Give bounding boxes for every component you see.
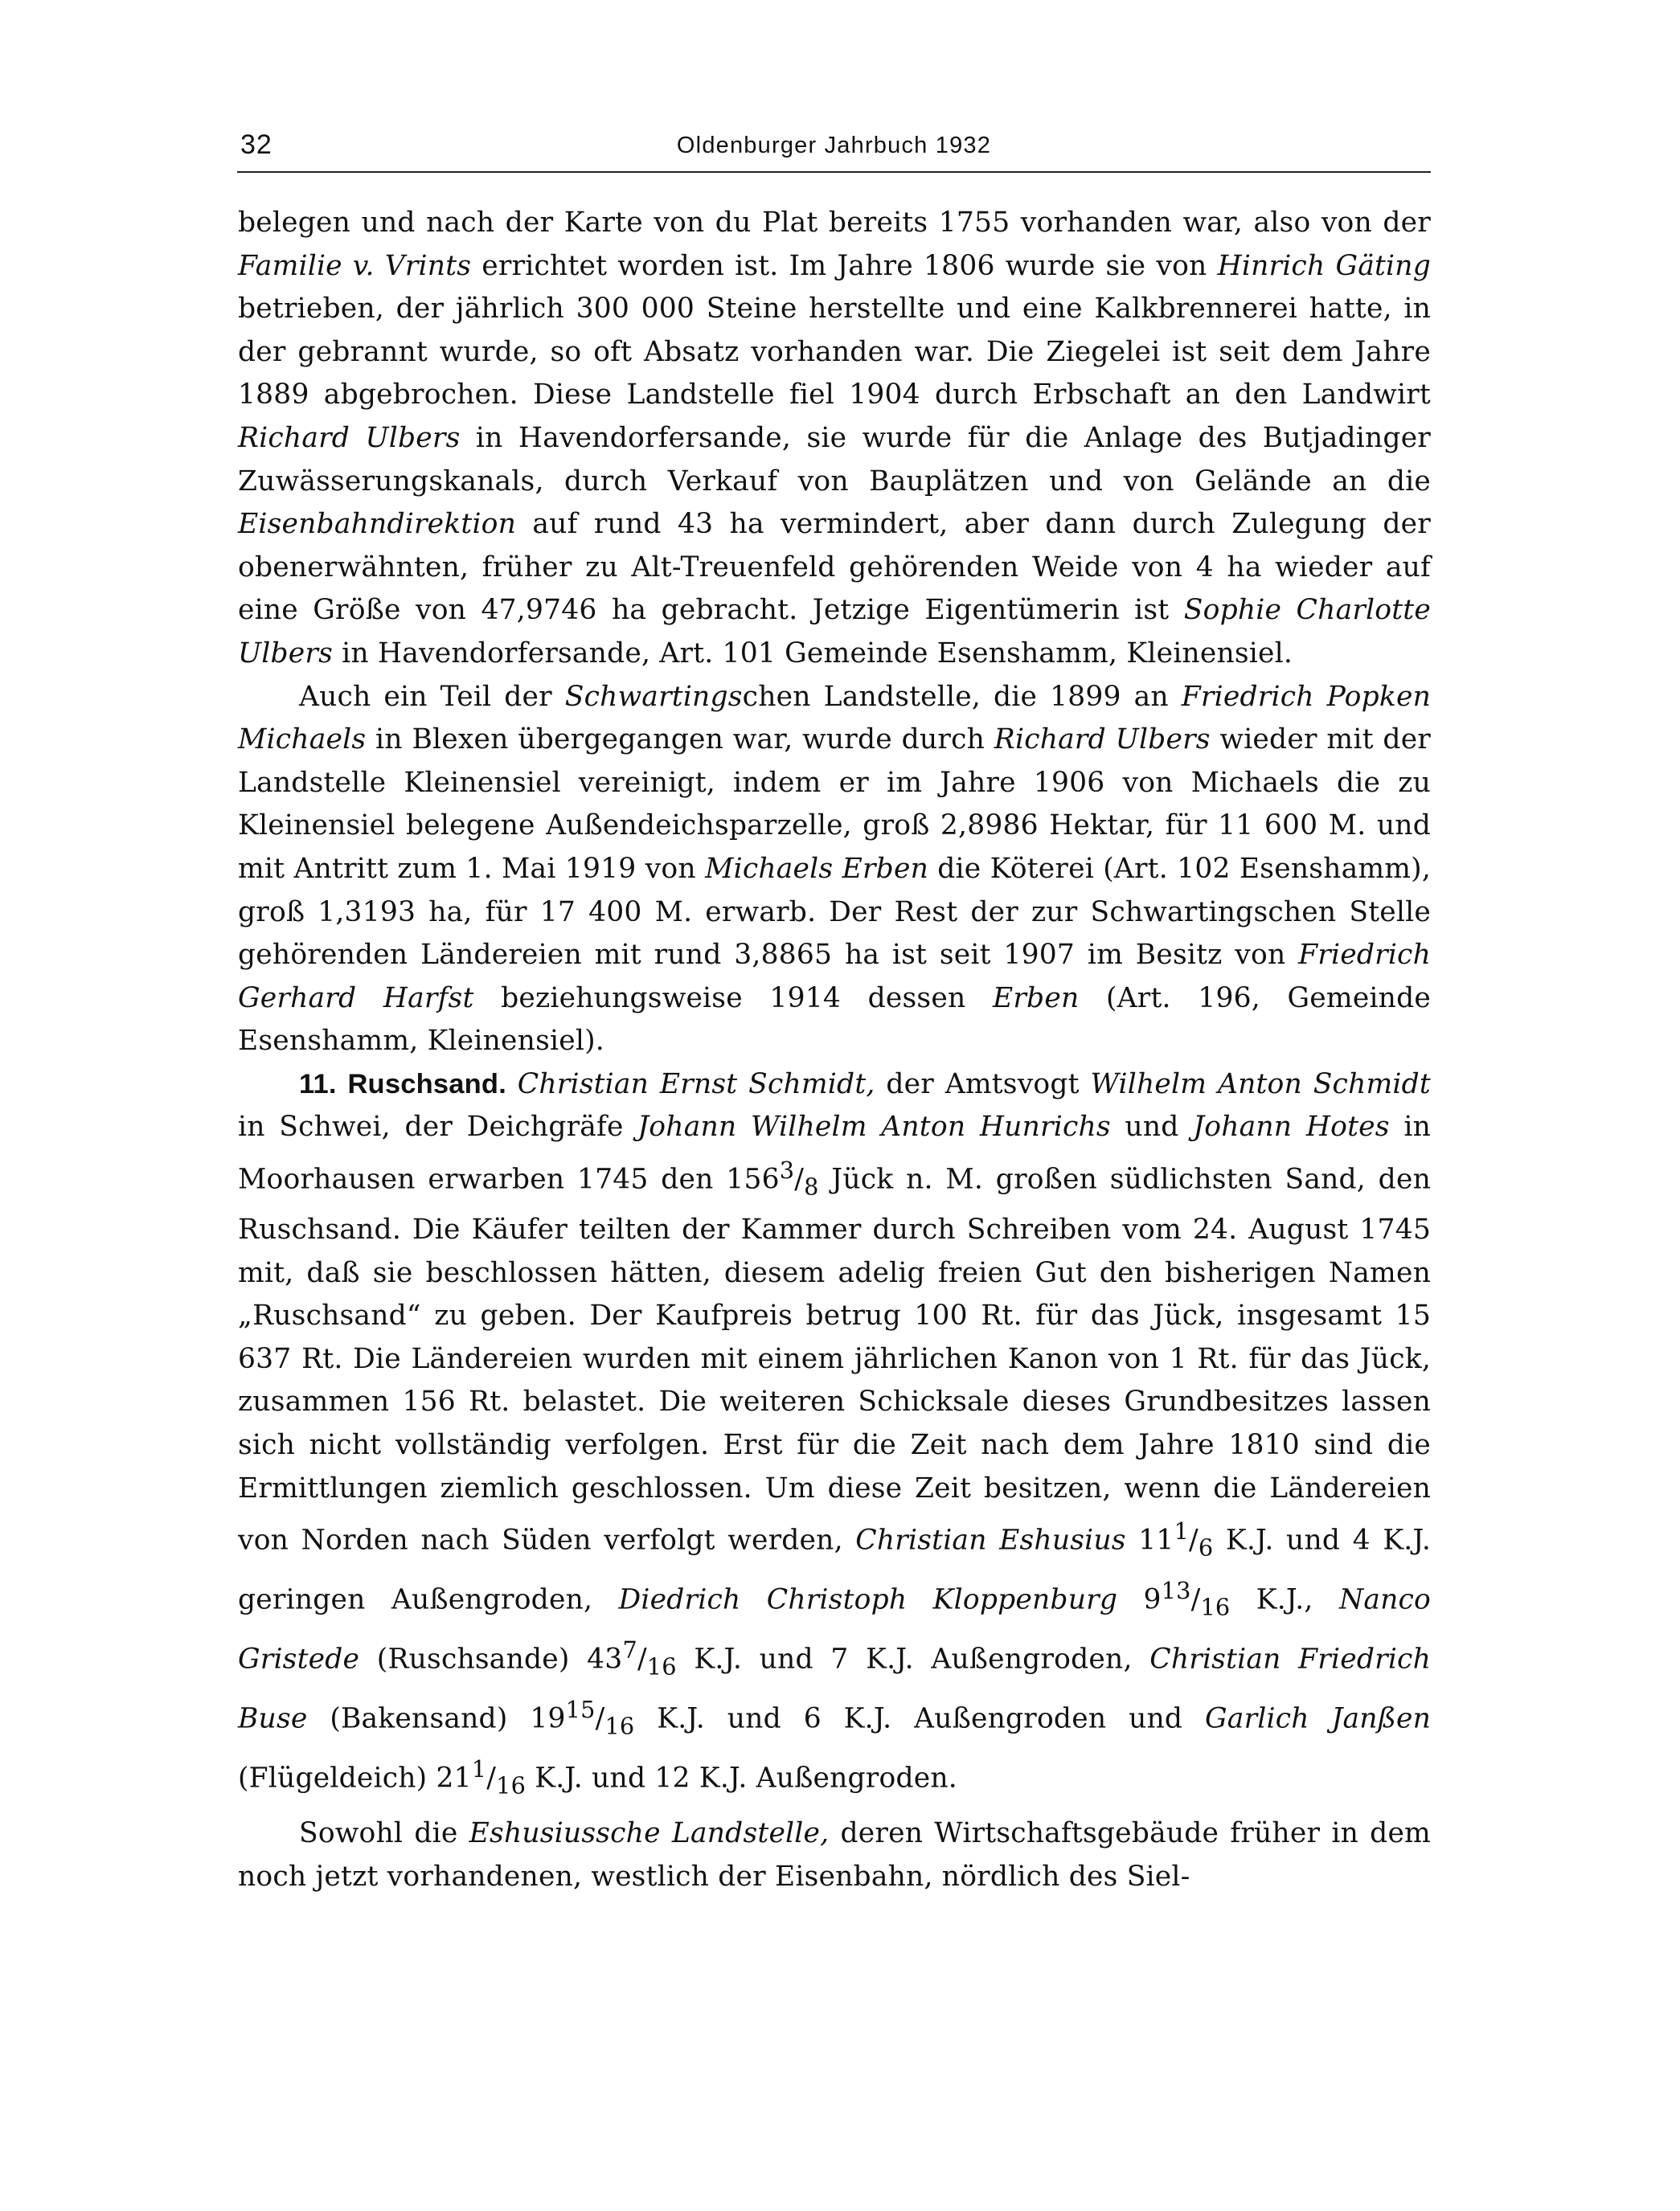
- fraction-numerator: 7: [622, 1636, 637, 1664]
- text-run: der Amtsvogt: [875, 1067, 1091, 1100]
- fraction-numerator: 15: [565, 1696, 596, 1724]
- body-text: [238, 202, 1431, 1898]
- page-number: 32: [240, 129, 272, 160]
- header-rule: [237, 171, 1431, 173]
- emphasis: Schwartings: [564, 680, 743, 713]
- fraction-denominator: 8: [804, 1173, 819, 1201]
- fraction-numerator: 13: [1161, 1577, 1191, 1605]
- text-run: in Schwei, der Deichgräfe: [238, 1111, 638, 1144]
- text-run: betrieben, der jährlich 300 000 Steine herstellte und eine Kalkbrennerei hatte, in der gebrannt wurde, so oft Absatz vorhanden war. Die Ziegelei ist seit dem Jahre 1889 abgebrochen. Diese Landstelle fiel 1904 durch Erbschaft an den Landwirt: [238, 293, 1431, 411]
- text-run: 11: [1125, 1524, 1174, 1557]
- text-run: Sowohl die: [299, 1817, 469, 1850]
- page-header: [237, 125, 1431, 173]
- text-run: (Flügeldeich) 21: [238, 1762, 472, 1795]
- fraction-numerator: 1: [471, 1755, 487, 1783]
- emphasis: Johann Wilhelm Anton Hunrichs: [637, 1111, 1111, 1144]
- text-run: beziehungsweise 1914 dessen: [473, 981, 993, 1014]
- text-run: (Ruschsande) 43: [359, 1643, 623, 1676]
- text-run: auf rund 43 ha vermindert, aber dann durch Zulegung der obenerwähnten, früher zu Alt-Treuenfeld gehörenden Weide von 4 ha wieder auf eine Größe von 47,9746 ha gebracht. Jetzige Eigentümerin ist: [238, 508, 1431, 627]
- text-run: K.J. und 7 K.J. Außengroden,: [676, 1643, 1150, 1676]
- emphasis: Erben: [992, 981, 1080, 1014]
- emphasis: Wilhelm Anton Schmidt: [1090, 1067, 1431, 1100]
- fraction-denominator: 16: [604, 1712, 635, 1740]
- text-run: 9: [1117, 1583, 1162, 1616]
- text-run: K.J.,: [1230, 1583, 1339, 1616]
- emphasis: Eisenbahndirektion: [238, 508, 517, 541]
- text-run: chen Landstelle, die 1899 an: [742, 680, 1182, 713]
- emphasis: Familie v. Vrints: [238, 249, 472, 282]
- text-run: deren Wirtschaftsgebäude früher in dem noch jetzt vorhandenen, westlich der Eisenbahn, nördlich des Siel-: [238, 1817, 1431, 1893]
- text-run: Auch ein Teil der: [299, 680, 565, 713]
- emphasis: Nanco Gristede: [238, 1583, 1432, 1676]
- section-number: 11.: [299, 1068, 337, 1099]
- text-run: und: [1110, 1111, 1194, 1144]
- emphasis: Eshusiussche Landstelle,: [469, 1817, 830, 1850]
- emphasis: Hinrich Gäting: [1217, 249, 1431, 282]
- text-run: K.J. und 12 K.J. Außengroden.: [526, 1762, 957, 1795]
- text-run: in Moorhausen erwarben 1745 den 156: [238, 1111, 1431, 1196]
- emphasis: Diedrich Christoph Kloppenburg: [618, 1583, 1118, 1616]
- emphasis: Richard Ulbers: [994, 723, 1211, 756]
- emphasis: Christian Ernst Schmidt,: [517, 1067, 875, 1100]
- section-title: Ruschsand.: [347, 1068, 506, 1099]
- paragraph-3-ruschsand: 11. Ruschsand. Christian Ernst Schmidt, der Amtsvogt Wilhelm Anton Schmidt in Schwei, der Deichgräfe Johann Wilhelm Anton Hunrichs und Johann Hotes in Moorhausen erwarben 1745 den $156^3/_8$ Jück n. M. großen südlichsten Sand, den Ruschsand. Die Käufer teilten der Kammer durch Schreiben vom 24. August 1745 mit, daß sie beschlossen hätten, diesem adelig freien Gut den bisherigen Namen „Ruschsand“ zu geben. Der Kaufpreis betrug 100 Rt. für das Jück, insgesamt 15 637 Rt. Die Ländereien wurden mit einem jährlichen Kanon von 1 Rt. für das Jück, zusammen 156 Rt. belastet. Die weiteren Schicksale dieses Grundbesitzes lassen sich nicht vollständig verfolgen. Erst für die Zeit nach dem Jahre 1810 sind die Ermittlungen ziemlich geschlossen. Um diese Zeit besitzen, wenn die Ländereien von Norden nach Süden verfolgt werden, Christian Eshusius $11^1/_6$ K.J. und 4 K.J. geringen Außengroden, Diedrich Christoph Kloppenburg $9^{13}/_{16}$ K.J., Nanco Gristede (Ruschsande) $43^7/_{16}$ K.J. und 7 K.J. Außengroden, Christian Friedrich Buse (Bakensand) $19^{15}/_{16}$ K.J. und 6 K.J. Außengroden und Garlich Janßen (Flügeldeich) $21^1/_{16}$ K.J. und 12 K.J. Außengroden.: [238, 1067, 1432, 1800]
- running-title: Oldenburger Jahrbuch 1932: [676, 133, 992, 158]
- text-run: K.J. und 4 K.J. geringen Außengroden,: [238, 1524, 1431, 1616]
- text-run: (Bakensand) 19: [307, 1702, 566, 1735]
- text-run: Jück n. M. großen südlichsten Sand, den Ruschsand. Die Käufer teilten der Kammer durch Schreiben vom 24. August 1745 mit, daß sie beschlossen hätten, diesem adelig freien Gut den bisherigen Namen „Ruschsand“ zu geben. Der Kaufpreis betrug 100 Rt. für das Jück, insgesamt 15 637 Rt. Die Ländereien wurden mit einem jährlichen Kanon von 1 Rt. für das Jück, zusammen 156 Rt. belastet. Die weiteren Schicksale dieses Grundbesitzes lassen sich nicht vollständig verfolgen. Erst für die Zeit nach dem Jahre 1810 sind die Ermittlungen ziemlich geschlossen. Um diese Zeit besitzen, wenn die Ländereien von Norden nach Süden verfolgt werden,: [238, 1163, 1431, 1557]
- text-run: in Havendorfersande, Art. 101 Gemeinde Esenshamm, Kleinensiel.: [333, 637, 1293, 669]
- emphasis: Richard Ulbers: [238, 421, 461, 454]
- text-run: belegen und nach der Karte von du Plat bereits 1755 vorhanden war, also von der: [238, 207, 1431, 239]
- emphasis: Sophie Charlotte Ulbers: [238, 594, 1431, 669]
- fraction-denominator: 6: [1198, 1533, 1214, 1562]
- emphasis: Friedrich Gerhard Harfst: [238, 939, 1431, 1014]
- text-run: in Blexen übergegangen war, wurde durch: [366, 723, 994, 756]
- text-run: in Havendorfersande, sie wurde für die Anlage des Butjadinger Zuwässerungskanals, durch Verkauf von Bauplätzen und von Gelände an die: [238, 421, 1431, 497]
- text-run: wieder mit der Landstelle Kleinensiel vereinigt, indem er im Jahre 1906 von Michaels die zu Kleinensiel belegene Außendeichsparzelle, groß 2,8986 Hektar, für 11 600 M. und mit Antritt zum 1. Mai 1919 von: [238, 723, 1432, 885]
- fraction-numerator: 3: [779, 1157, 795, 1185]
- fraction-numerator: 1: [1174, 1517, 1190, 1546]
- emphasis: Christian Friedrich Buse: [238, 1643, 1432, 1735]
- emphasis: Friedrich Popken Michaels: [238, 680, 1432, 756]
- text-run: die Köterei (Art. 102 Esenshamm), groß 1,3193 ha, für 17 400 M. erwarb. Der Rest der zur Schwartingschen Stelle gehörenden Ländereien mit rund 3,8865 ha ist seit 1907 im Besitz von: [238, 852, 1431, 972]
- emphasis: Johann Hotes: [1193, 1111, 1390, 1144]
- emphasis: Christian Eshusius: [855, 1524, 1126, 1557]
- fraction-denominator: 16: [496, 1771, 527, 1800]
- fraction-denominator: 16: [1200, 1593, 1231, 1621]
- text-run: K.J. und 6 K.J. Außengroden und: [634, 1702, 1206, 1735]
- paragraph-2: [238, 676, 1431, 1063]
- paragraph-4: [238, 1812, 1431, 1898]
- text-run: errichtet worden ist. Im Jahre 1806 wurde sie von: [471, 249, 1218, 282]
- emphasis: Garlich Janßen: [1205, 1702, 1432, 1735]
- fraction-denominator: 16: [646, 1652, 677, 1681]
- emphasis: Michaels Erben: [705, 852, 928, 885]
- paragraph-1: [238, 202, 1431, 676]
- text-run: [506, 1068, 518, 1100]
- text-run: (Art. 196, Gemeinde Esenshamm, Kleinensiel).: [238, 981, 1431, 1058]
